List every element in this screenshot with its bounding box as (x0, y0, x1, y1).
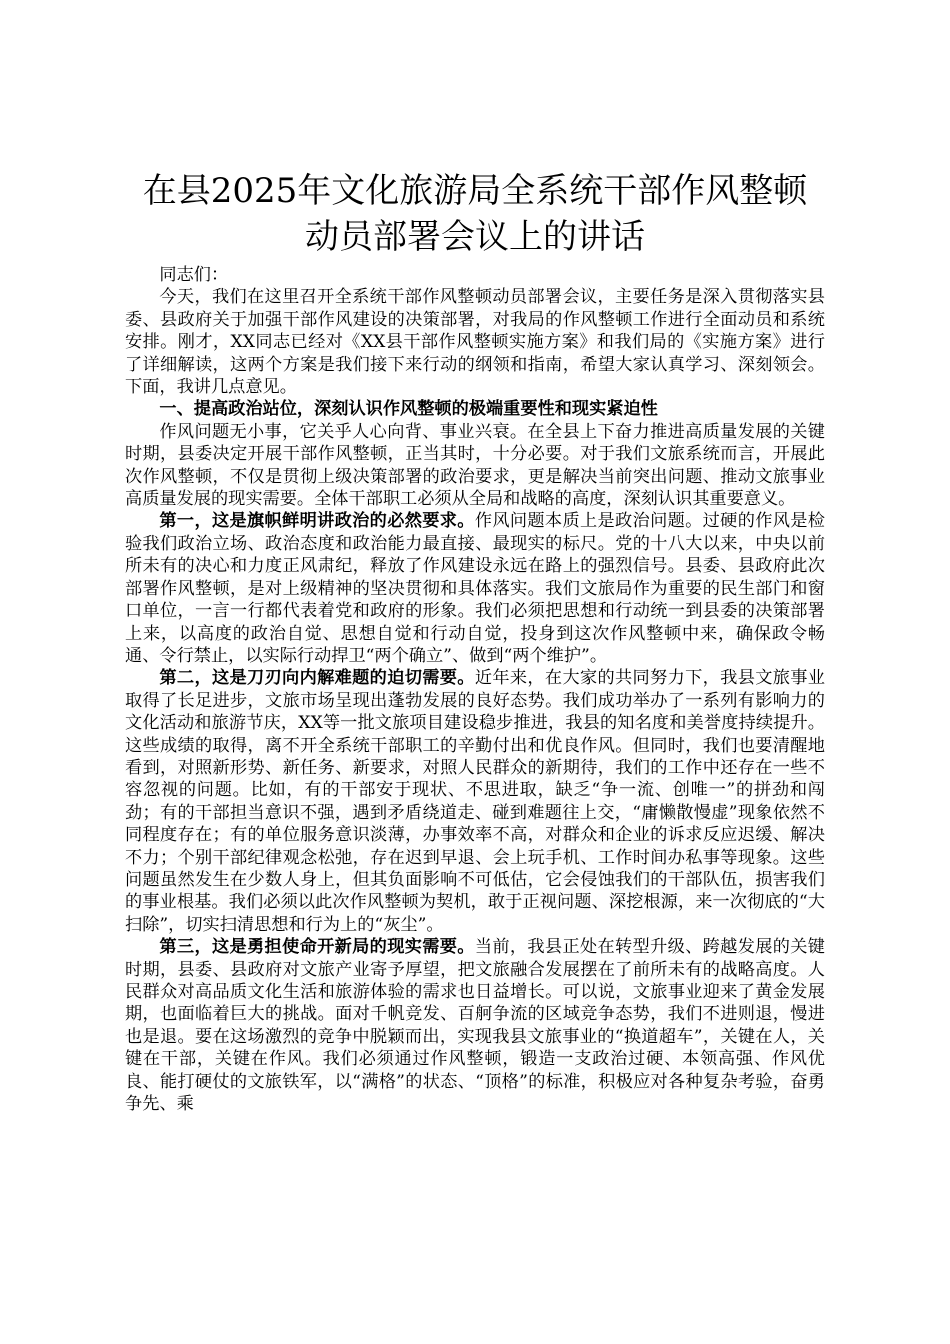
point-1-paragraph (125, 510, 825, 667)
title-line-2: 动员部署会议上的讲话 (305, 217, 645, 257)
section-heading-1: 一、提高政治站位，深刻认识作风整顿的极端重要性和现实紧迫性 (159, 399, 658, 420)
point-1-lead: 第一，这是旗帜鲜明讲政治的必然要求。 (159, 511, 475, 532)
point-3-paragraph (125, 936, 825, 1115)
title-line-1: 在县2025年文化旅游局全系统干部作风整顿 (142, 171, 808, 211)
point-2-paragraph (125, 667, 825, 936)
document-title (125, 168, 825, 260)
document-page (125, 168, 825, 1115)
point-3-lead: 第三，这是勇担使命开新局的现实需要。 (159, 937, 475, 958)
intro-paragraph: 今天，我们在这里召开全系统干部作风整顿动员部署会议，主要任务是深入贯彻落实县委、县政府关于加强干部作风建设的决策部署，对我局的作风整顿工作进行全面动员和系统安排。刚才，XX同志已经对《XX县干部作风整顿实施方案》和我们局的《实施方案》进行了详细解读，这两个方案是我们接下来行动的纲领和指南，希望大家认真学习、深刻领会。下面，我讲几点意见。 (125, 287, 825, 398)
point-1-body: 作风问题本质上是政治问题。过硬的作风是检验我们政治立场、政治态度和政治能力最直接、最现实的标尺。党的十八大以来，中央以前所未有的决心和力度正风肃纪，释放了作风建设永远在路上的强烈信号。县委、县政府此次部署作风整顿，是对上级精神的坚决贯彻和具体落实。我们文旅局作为重要的民生部门和窗口单位，一言一行都代表着党和政府的形象。我们必须把思想和行动统一到县委的决策部署上来，以高度的政治自觉、思想自觉和行动自觉，投身到这次作风整顿中来，确保政令畅通、令行禁止，以实际行动捍卫“两个确立”、做到“两个维护”。 (125, 511, 825, 666)
point-3-body: 当前，我县正处在转型升级、跨越发展的关键时期，县委、县政府对文旅产业寄予厚望，把文旅融合发展摆在了前所未有的战略高度。人民群众对高品质文化生活和旅游体验的需求也日益增长。可以说，文旅事业迎来了黄金发展期，也面临着巨大的挑战。面对千帆竞发、百舸争流的区域竞争态势，我们不进则退，慢进也是退。要在这场激烈的竞争中脱颖而出，实现我县文旅事业的“换道超车”，关键在人，关键在干部，关键在作风。我们必须通过作风整顿，锻造一支政治过硬、本领高强、作风优良、能打硬仗的文旅铁军，以“满格”的状态、“顶格”的标准，积极应对各种复杂考验，奋勇争先、乘 (125, 937, 825, 1115)
section-1-paragraph: 作风问题无小事，它关乎人心向背、事业兴衰。在全县上下奋力推进高质量发展的关键时期，县委决定开展干部作风整顿，正当其时，十分必要。对于我们文旅系统而言，开展此次作风整顿，不仅是贯彻上级决策部署的政治要求，更是解决当前突出问题、推动文旅事业高质量发展的现实需要。全体干部职工必须从全局和战略的高度，深刻认识其重要意义。 (125, 421, 825, 510)
point-2-body: 近年来，在大家的共同努力下，我县文旅事业取得了长足进步，文旅市场呈现出蓬勃发展的良好态势。我们成功举办了一系列有影响力的文化活动和旅游节庆，XX等一批文旅项目建设稳步推进，我县的知名度和美誉度持续提升。这些成绩的取得，离不开全系统干部职工的辛勤付出和优良作风。但同时，我们也要清醒地看到，对照新形势、新任务、新要求，对照人民群众的新期待，我们的工作中还存在一些不容忽视的问题。比如，有的干部安于现状、不思进取，缺乏“争一流、创唯一”的拼劲和闯劲；有的干部担当意识不强，遇到矛盾绕道走、碰到难题往上交，“庸懒散慢虚”现象依然不同程度存在；有的单位服务意识淡薄，办事效率不高，对群众和企业的诉求反应迟缓、解决不力；个别干部纪律观念松弛，存在迟到早退、会上玩手机、工作时间办私事等现象。这些问题虽然发生在少数人身上，但其负面影响不可低估，它会侵蚀我们的干部队伍，损害我们的事业根基。我们必须以此次作风整顿为契机，敢于正视问题、深挖根源，来一次彻底的“大扫除”，切实扫清思想和行为上的“灰尘”。 (125, 668, 825, 935)
salutation: 同志们： (159, 265, 229, 285)
point-2-lead: 第二，这是刀刃向内解难题的迫切需要。 (159, 668, 475, 689)
